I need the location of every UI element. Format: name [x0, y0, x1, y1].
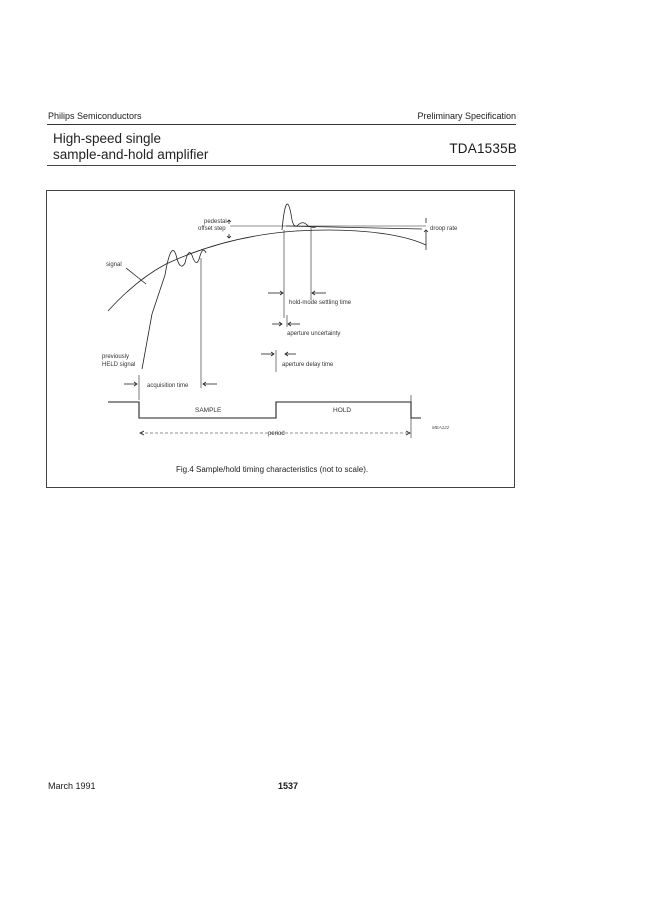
- signal-leader: [126, 268, 146, 284]
- droop-line: [286, 226, 422, 229]
- period-label: period: [268, 431, 285, 437]
- part-number: TDA1535B: [449, 141, 517, 156]
- aperture-uncertainty-label: aperture uncertainty: [287, 331, 341, 337]
- document-title-line-2: sample-and-hold amplifier: [53, 147, 209, 162]
- sample-label: SAMPLE: [195, 407, 222, 414]
- company-name: Philips Semiconductors: [48, 111, 142, 121]
- aperture-delay-label: aperture delay time: [282, 362, 334, 368]
- previously-held-label-2: HELD signal: [102, 362, 136, 368]
- pedestal-label-1: pedestal: [204, 219, 227, 225]
- figure-reference-code: MEA122: [432, 425, 450, 430]
- droop-rate-label: droop rate: [430, 226, 458, 232]
- acquisition-time-label: acquisition time: [147, 383, 189, 389]
- acquisition-edge: [142, 275, 165, 369]
- signal-label: signal: [106, 262, 122, 268]
- previously-held-label-1: previously: [102, 354, 130, 360]
- hold-mode-settling-label: hold-mode settling time: [289, 300, 352, 306]
- sample-hold-waveform: [108, 402, 421, 418]
- signal-curve: [108, 230, 426, 311]
- sample-ringing: [165, 250, 206, 275]
- header-rule: [47, 124, 516, 125]
- timing-diagram: [46, 190, 515, 488]
- document-title-line-1: High-speed single: [53, 131, 162, 146]
- title-rule: [47, 165, 516, 166]
- footer-date: March 1991: [48, 781, 96, 791]
- pedestal-label-2: offset step: [198, 226, 226, 232]
- figure-caption: Fig.4 Sample/hold timing characteristics (not to scale).: [176, 465, 369, 474]
- hold-label: HOLD: [333, 407, 352, 414]
- document-type: Preliminary Specification: [417, 111, 516, 121]
- page-number: 1537: [278, 781, 299, 791]
